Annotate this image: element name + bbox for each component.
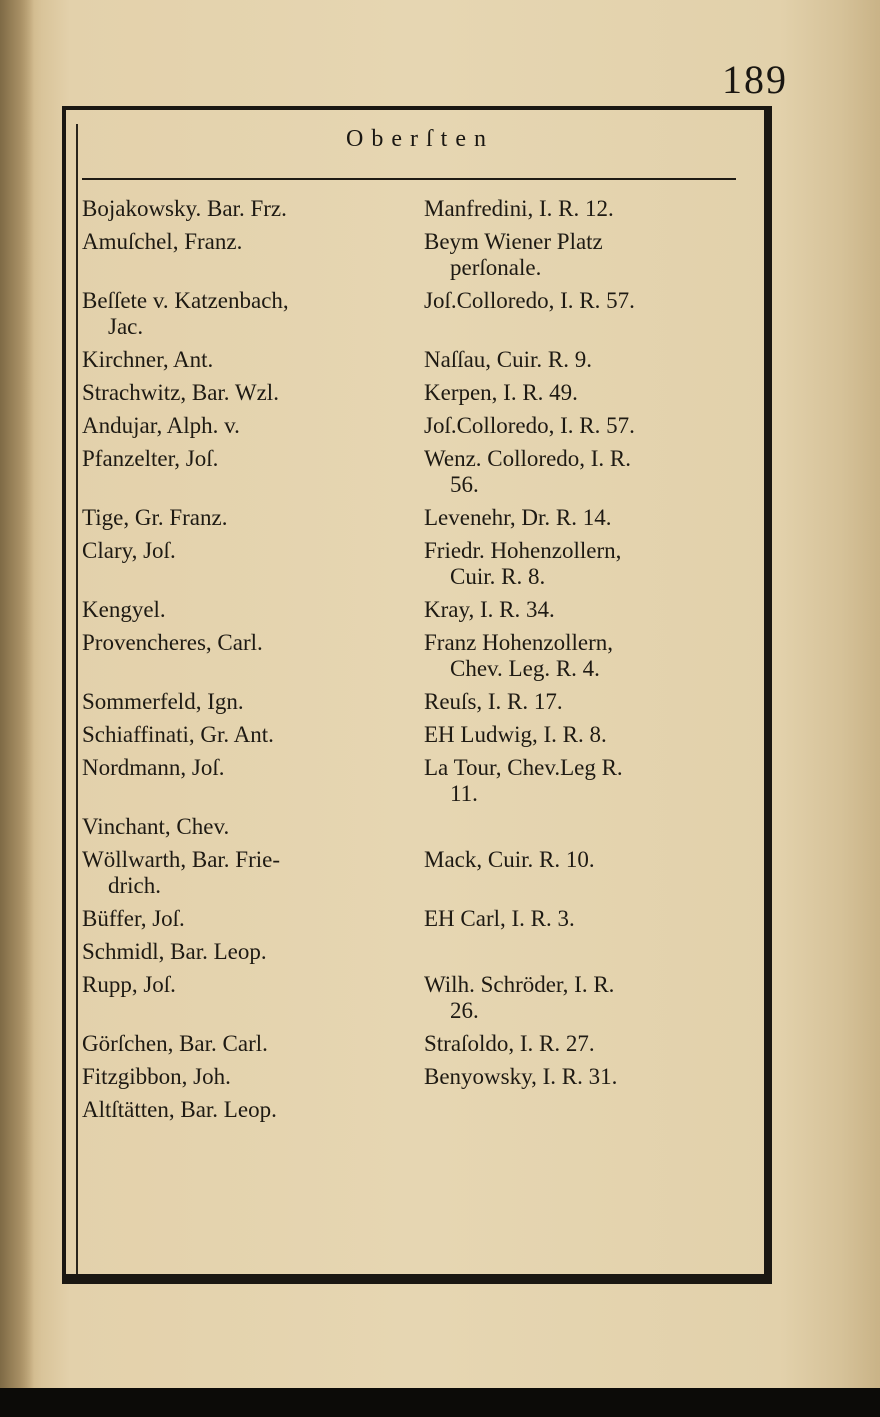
list-item bbox=[82, 689, 756, 722]
officer-name: Fitzgibbon, Joh. bbox=[82, 1064, 231, 1089]
regiment: Levenehr, Dr. R. 14. bbox=[424, 505, 612, 530]
officer-name: Schmidl, Bar. Leop. bbox=[82, 939, 267, 964]
regiment: Manfredini, I. R. 12. bbox=[424, 196, 614, 221]
list-item bbox=[82, 847, 756, 906]
officer-name: Beſſete v. Katzenbach, Jac. bbox=[82, 288, 289, 339]
list-item bbox=[82, 906, 756, 939]
inner-rule bbox=[76, 124, 78, 1274]
regiment: Kerpen, I. R. 49. bbox=[424, 380, 578, 405]
list-item bbox=[82, 413, 756, 446]
officer-name: Nordmann, Joſ. bbox=[82, 755, 225, 780]
officer-name: Tige, Gr. Franz. bbox=[82, 505, 228, 530]
regiment: Straſoldo, I. R. 27. bbox=[424, 1031, 595, 1056]
officer-name: Görſchen, Bar. Carl. bbox=[82, 1031, 268, 1056]
list-item bbox=[82, 505, 756, 538]
officer-name: Sommerfeld, Ign. bbox=[82, 689, 244, 714]
officer-name: Altſtätten, Bar. Leop. bbox=[82, 1097, 277, 1122]
list-item bbox=[82, 1064, 756, 1097]
regiment: Reuſs, I. R. 17. bbox=[424, 689, 563, 714]
list-item bbox=[82, 538, 756, 597]
list-item bbox=[82, 755, 756, 814]
list-item bbox=[82, 814, 756, 847]
officer-name: Rupp, Joſ. bbox=[82, 972, 176, 997]
list-item bbox=[82, 380, 756, 413]
regiment: Joſ.Colloredo, I. R. 57. bbox=[424, 413, 635, 438]
section-header: Oberſten bbox=[346, 126, 494, 152]
officer-name: Amuſchel, Franz. bbox=[82, 229, 243, 254]
officer-name: Kirchner, Ant. bbox=[82, 347, 214, 372]
officer-list bbox=[82, 196, 756, 1130]
officer-name: Büffer, Joſ. bbox=[82, 906, 185, 931]
officer-name: Strachwitz, Bar. Wzl. bbox=[82, 380, 279, 405]
scan-border bbox=[0, 1388, 880, 1417]
officer-name: Provencheres, Carl. bbox=[82, 630, 263, 655]
list-item bbox=[82, 722, 756, 755]
list-item bbox=[82, 288, 756, 347]
list-item bbox=[82, 196, 756, 229]
officer-name: Andujar, Alph. v. bbox=[82, 413, 240, 438]
list-item bbox=[82, 597, 756, 630]
officer-name: Bojakowsky. Bar. Frz. bbox=[82, 196, 287, 221]
page-number: 189 bbox=[722, 57, 788, 102]
officer-name: Clary, Joſ. bbox=[82, 538, 176, 563]
regiment: Wilh. Schröder, I. R. 26. bbox=[424, 972, 615, 1023]
regiment: Benyowsky, I. R. 31. bbox=[424, 1064, 618, 1089]
regiment: Wenz. Colloredo, I. R. 56. bbox=[424, 446, 632, 497]
list-item bbox=[82, 1031, 756, 1064]
officer-name: Pfanzelter, Joſ. bbox=[82, 446, 219, 471]
list-item bbox=[82, 446, 756, 505]
list-item bbox=[82, 229, 756, 288]
regiment: EH Ludwig, I. R. 8. bbox=[424, 722, 607, 747]
regiment: Naſſau, Cuir. R. 9. bbox=[424, 347, 593, 372]
officer-name: Wöllwarth, Bar. Frie- drich. bbox=[82, 847, 281, 898]
list-item bbox=[82, 630, 756, 689]
regiment: EH Carl, I. R. 3. bbox=[424, 906, 575, 931]
officer-name: Vinchant, Chev. bbox=[82, 814, 230, 839]
regiment: Beym Wiener Platz perſonale. bbox=[424, 229, 603, 280]
officer-name: Schiaffinati, Gr. Ant. bbox=[82, 722, 274, 747]
list-item bbox=[82, 972, 756, 1031]
header-rule bbox=[82, 178, 736, 180]
page-gutter bbox=[0, 0, 34, 1417]
officer-name: Kengyel. bbox=[82, 597, 166, 622]
list-item bbox=[82, 1097, 756, 1130]
regiment: Franz Hohenzollern, Chev. Leg. R. 4. bbox=[424, 630, 614, 681]
regiment: Kray, I. R. 34. bbox=[424, 597, 555, 622]
regiment: Mack, Cuir. R. 10. bbox=[424, 847, 595, 872]
regiment: La Tour, Chev.Leg R. 11. bbox=[424, 755, 623, 806]
list-item bbox=[82, 939, 756, 972]
regiment: Friedr. Hohenzollern, Cuir. R. 8. bbox=[424, 538, 622, 589]
regiment: Joſ.Colloredo, I. R. 57. bbox=[424, 288, 635, 313]
list-item bbox=[82, 347, 756, 380]
